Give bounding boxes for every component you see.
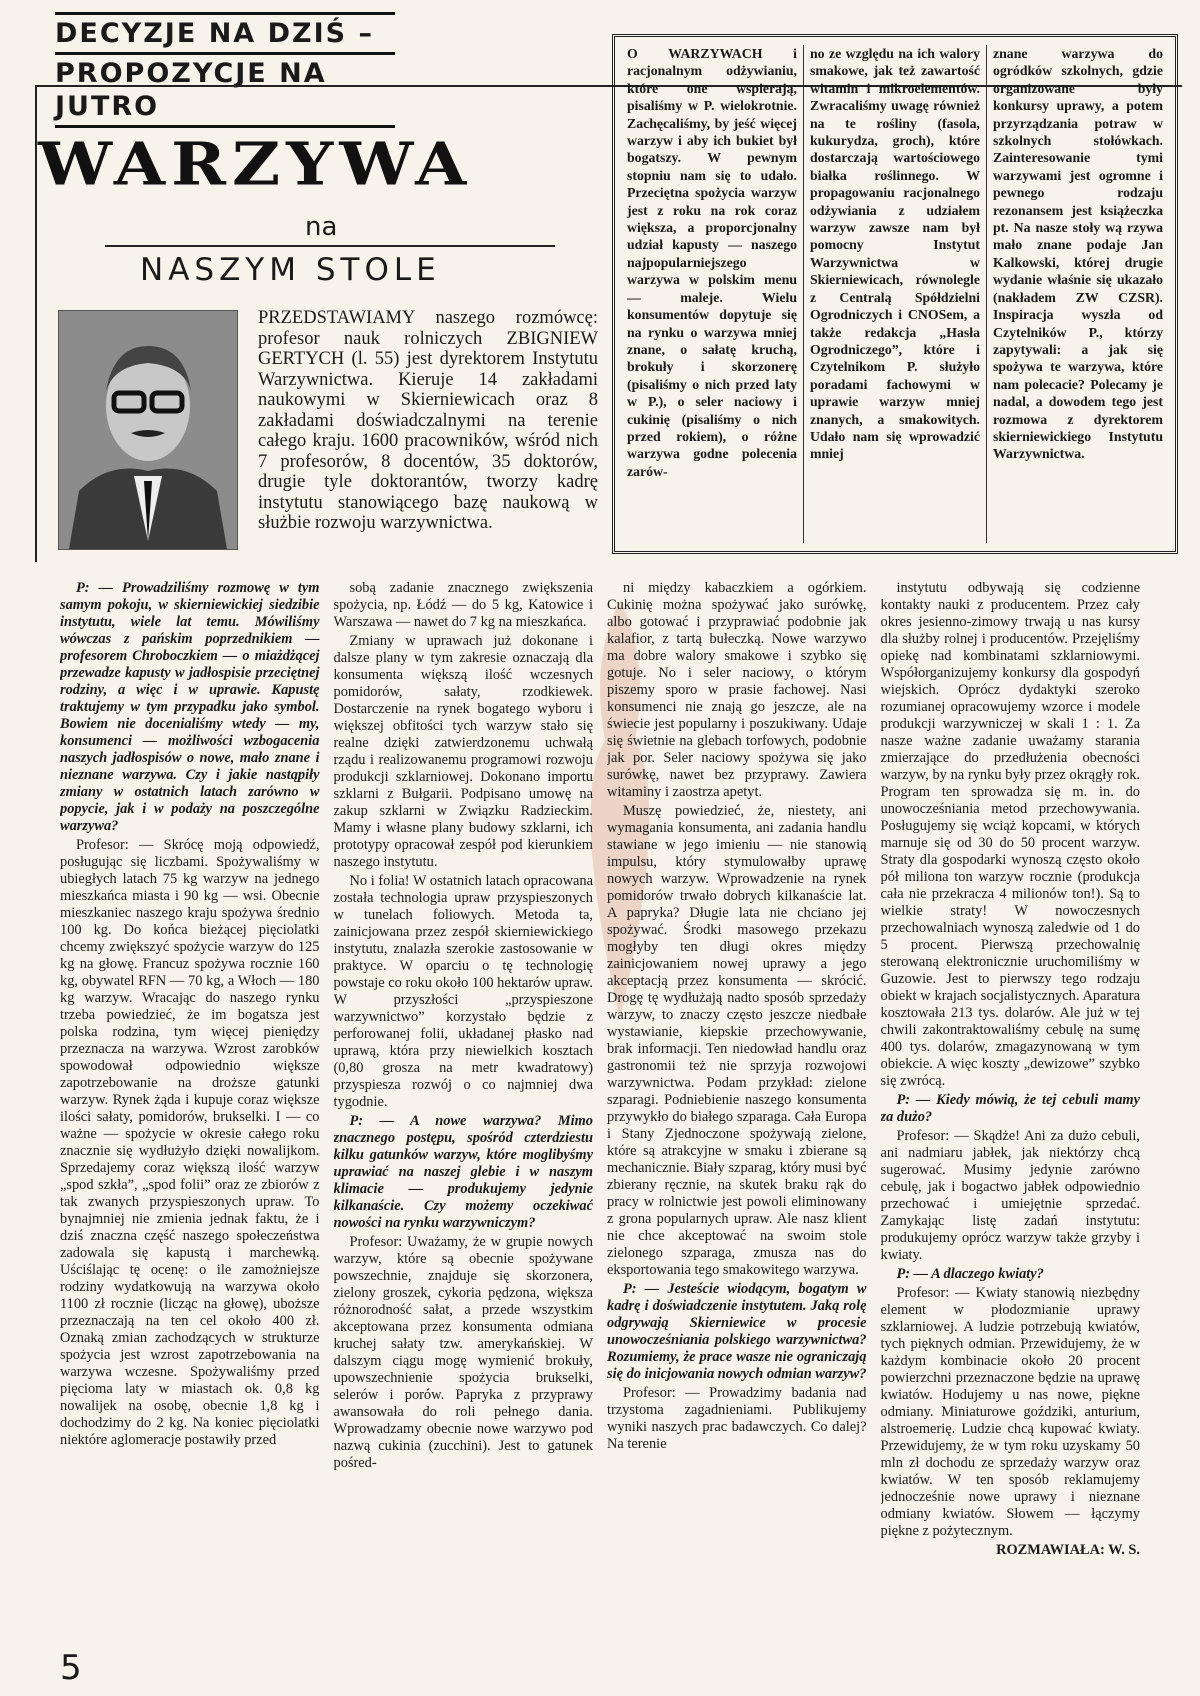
- masthead-title: WARZYWA: [38, 128, 473, 200]
- portrait-photo: [58, 310, 238, 550]
- interviewer-question: P: — Kiedy mówią, że tej cebuli mamy za dużo?: [880, 1092, 1140, 1125]
- masthead-na: na: [305, 212, 338, 242]
- kicker-line-1: DECYZJE NA DZIŚ –: [55, 18, 374, 49]
- text-column: [334, 580, 594, 1620]
- editorial-box-column-1: O WARZYWACH i racjonalnym odżywianiu, które one wspierają, pisaliśmy w P. wielokrotnie. Zachęcaliśmy, by jeść więcej warzyw i aby ich bukiet był bogatszy. W pewnym stopniu nam się to udało. Przeciętna spożycia warzyw jest z roku na rok coraz większa, a proporcjonalny udział kapusty — naszego najpopularniejszego warzywa w polskim menu — maleje. Wielu konsumentów dopytuje się na rynku o warzywa mniej znane, o sałatę kruchą, brokuły i skorzonerę (pisaliśmy o nich przed laty w P.), o seler naciowy i cukinię (pisaliśmy o nich przed rokiem), o różne warzywa godne polecenia zarów-: [621, 45, 804, 543]
- article-paragraph: Muszę powiedzieć, że, niestety, ani wymagania konsumenta, ani zadania handlu stawiane w jego imieniu — nie stanowią impulsu, który stymulowałby uprawę nowych warzyw. Wprowadzenie na rynek pomidorów trwało dobrych kilkanaście lat. A papryka? Długie lata nie chciano jej spożywać. Środki masowego przekazu mogłyby ten długi okres między zainicjowaniem nowej uprawy a jego akceptacją przez konsumenta — skrócić. Drogę tę wydłużają nadto sposób sprzedaży warzyw, to znaczy często jeszcze niedbałe wystawianie, kiepskie przechowywanie, brak informacji. Ten niedowład handlu oraz gastronomii też nie sprzyja rozwojowi warzywnictwa. Podam przykład: zielone szparagi. Podniebienie naszego konsumenta przywykło do białego szparaga. Cała Europa i Stany Zjednoczone spożywają zielone, które są atrakcyjne w smaku i zbierane są mechanicznie. Biały szparag, który musi być zbierany ręcznie, na skutek braku rąk do pracy w rolnictwie jest powoli eliminowany z grona popularnych upraw. Ale nasz klient nie chce akceptować na swoim stole zielonego szparaga, zmusza nas do eksportowania tego smakowitego warzywa.: [607, 803, 867, 1278]
- professor-answer: Profesor: — Prowadzimy badania nad trzystoma zagadnieniami. Publikujemy wyniki naszych prac badawczych. Co dalej? Na terenie: [607, 1385, 867, 1452]
- editorial-box: [612, 34, 1178, 554]
- kicker-rule-top: [55, 12, 395, 15]
- article-paragraph: instytutu odbywają się codzienne kontakty nauki z producentem. Przez cały okres jesienno-zimowy trwają u nas kursy dla służby rolnej i producentów. Przejęliśmy opiekę nad kombinatami szklarniowymi. Współorganizujemy konkursy dla gospodyń wiejskich. Oprócz dydaktyki szeroko rozumianej opracowujemy wzorce i modele produkcji warzywniczej w skali 1 : 1. Za nasze ważne zadanie uważamy starania zmierzające do przedłużenia obecności warzyw, by na rynku były przez okrągły rok. Program ten sprowadza się m. in. do unowocześniania metod przechowywania. Posługujemy się wciąż kopcami, w których marnuje się od 30 do 50 procent warzyw. Straty dla gospodarki wynoszą często około pół miliona ton warzyw rocznie (produkcja cała nie przekracza 4 milionów ton!). Są to wielkie straty! W nowoczesnych przechowalniach wynoszą zaledwie od 1 do 5 procent. Pierwszą przechowalnię sterowaną elektronicznie uruchomiliśmy w Guzowie. Jest to pierwszy tego rodzaju obiekt w krajach socjalistycznych. Aparatura kosztowała 213 tys. dolarów. Ale już w tej chwili zakontraktowaliśmy cebulę na sumę 400 tys. dolarów, zmagazynowaną w tym obiekcie. A więc koszty „dewizowe” szybko się zwrócą.: [880, 580, 1140, 1089]
- professor-answer: Profesor: — Skądże! Ani za dużo cebuli, ani nadmiaru jabłek, jak niektórzy chcą sugerować. Musimy jedynie zarówno cebulę, jak i bogactwo jabłek odpowiednio przechować i umiejętnie sprzedać. Zamykając listę zadań instytutu: produkujemy oprócz warzyw także grzyby i kwiaty.: [880, 1128, 1140, 1263]
- interviewer-question: P: — Prowadziliśmy rozmowę w tym samym pokoju, w skierniewickiej siedzibie instytutu, wiele lat temu. Mówiliśmy wówczas z pańskim poprzednikiem — profesorem Chroboczkiem — o miażdżącej przewadze kapusty w jadłospisie przeciętnej rodziny, a więc i w uprawie. Kapustę traktujemy w tym przypadku jako symbol. Bowiem nie docenialiśmy wtedy — my, konsumenci — możliwości wzbogacenia naszych jadłospisów o nowe, mało znane i nieznane warzywa. Czy i jakie nastąpiły zmiany w ostatnich latach zarówno w popycie, jak i w podaży na poszczególne warzywa?: [60, 580, 320, 834]
- editorial-box-column-2: no ze względu na ich walory smakowe, jak też zawartość witamin i mikroelementów. Zwracaliśmy uwagę również na te rośliny (fasola, kukurydza, groch), które dostarczają wartościowego białka roślinnego. W propagowaniu racjonalnego odżywiania z udziałem warzyw zawsze nam był pomocny Instytut Warzywnictwa w Skierniewicach, równolegle z Centralą Spółdzielni Ogrodniczych i CNOSem, a także redakcja „Hasła Ogrodniczego”, które i Czytelnikom P. służyło poradami fachowymi w uprawie warzyw mniej znanych, a smakowitych. Udało nam się wprowadzić mniej: [804, 45, 987, 543]
- article-paragraph: No i folia! W ostatnich latach opracowana została technologia upraw przyspieszonych w tunelach foliowych. Metoda ta, zainicjowana przez zespół skierniewickiego instytutu, znalazła szerokie zastosowanie w praktyce. W oparciu o tę technologię powstaje co roku około 100 hektarów upraw. W przyszłości „przyspieszone warzywnictwo” korzystało będzie z perforowanej folii, układanej płasko nad uprawą, która przy niewielkich kosztach (0,80 grosza na metr kwadratowy) przyspiesza rozwój o co najmniej dwa tygodnie.: [333, 873, 593, 1110]
- article-paragraph: Zmiany w uprawach już dokonane i dalsze plany w tym zakresie oznaczają dla konsumenta większą ilość wczesnych pomidorów, sałaty, rzodkiewek. Dostarczenie na rynek bogatego wyboru i większej obfitości tych warzyw stało się realne dzięki zatwierdzonemu uchwałą rządu i realizowanemu programowi rozwoju produkcji szklarniowej. Dokonano importu szklarni z Bułgarii. Podpisano umowę na zakup szklarni w Związku Radzieckim. Mamy i własne plany budowy szklarni, ich prototypy opracował zespół pod kierunkiem naszego instytutu.: [333, 633, 593, 870]
- article-paragraph: ni między kabaczkiem a ogórkiem. Cukinię można spożywać jako surówkę, albo gotować i przyprawiać podobnie jak kalafior, z tartą bułeczką. Nowe warzywo ma dobre walory smakowe i szybko się gotuje. No i seler naciowy, o którym piszemy sporo w prasie fachowej. Nasi konsumenci nie znają go jeszcze, ale na świecie jest popularny i poszukiwany. Udaje się świetnie na glebach torfowych, podobnie jak por. Seler naciowy spożywa się jako surówkę, nawet bez przyprawy. Zawiera witaminy i zaostrza apetyt.: [607, 580, 867, 800]
- page-number: 5: [60, 1648, 82, 1688]
- text-column: [881, 580, 1141, 1620]
- professor-answer: Profesor: Uważamy, że w grupie nowych warzyw, które są obecnie spożywane powszechnie, znajduje się skorzonera, zielony groszek, cykoria pędzona, większa różnorodność sałat, a przede wszystkim akceptowana przez konsumenta odmiana kruchej sałaty tzw. amerykańskiej. W dalszym ciągu mogę wymienić brokuły, upowszechnienie spożycia brukselki, selerów i porów. Papryka z przyprawy awansowała do roli pełnego dania. Wprowadzamy obecnie nowe warzywo pod nazwą cukinia (zucchini). Jest to gatunek pośred-: [333, 1234, 593, 1471]
- article-paragraph: sobą zadanie znacznego zwiększenia spożycia, np. Łódź — do 5 kg, Katowice i Warszawa — nawet do 7 kg na mieszkańca.: [333, 580, 593, 630]
- kicker-rule-middle: [55, 52, 395, 55]
- interviewer-question: P: — Jesteście wiodącym, bogatym w kadrę i doświadczenie instytutem. Jaką rolę odgrywają Skierniewice w procesie unowocześniania polskiego warzywnictwa? Rozumiemy, że prace wasze nie ograniczają się do inicjowania nowych odmian warzyw?: [607, 1281, 867, 1382]
- article-masthead: [38, 125, 608, 200]
- editorial-box-column-3: znane warzywa do ogródków szkolnych, gdzie organizowane były konkursy uprawy, a potem przyrządzania potraw w szkolnych stołówkach. Zainteresowanie tymi warzywami jest ogromne i pewnego rodzaju rezonansem jest książeczka pt. Na nasze stoły wą rzywa mało znane podaje Jan Kalkowski, której drugie wydanie właśnie się ukazało (nakładem ZW CZSR). Inspiracja wyszła od Czytelników P., którzy zapytywali: a jak się spożywa te warzywa, które nam polecacie? Polecamy je nadal, a dowodem tego jest rozmowa z dyrektorem skierniewickiego Instytutu Warzywnictwa.: [993, 46, 1163, 462]
- intro-paragraph: PRZEDSTAWIAMY naszego rozmówcę: profesor nauk rolniczych ZBIGNIEW GERTYCH (l. 55) jest dyrektorem Instytutu Warzywnictwa. Kieruje 14 zakładami naukowymi w Skierniewicach oraz 8 zakładami doświadczalnymi na terenie całego kraju. 1600 pracowników, wśród nich 7 profesorów, 8 docentów, 35 doktorów, drugie tyle doktorantów, tworzy kadrę instytutu stanowiącego bazę naukową w służbie rozwoju warzywnictwa.: [258, 308, 598, 533]
- author-credit: ROZMAWIAŁA: W. S.: [996, 1542, 1140, 1558]
- interview-columns: [60, 580, 1140, 1620]
- text-column: [607, 580, 867, 1620]
- interviewer-question: P: — A nowe warzywa? Mimo znacznego postępu, spośród czterdziestu kilku gatunków warzyw, które moglibyśmy uprawiać na naszej glebie i w naszym klimacie — produkujemy jedynie kilkanaście. Czy możemy oczekiwać nowości na rynku warzywniczym?: [333, 1113, 593, 1231]
- masthead-subtitle: NASZYM STOLE: [140, 252, 441, 288]
- portrait-illustration: [59, 311, 237, 549]
- masthead-rule: [105, 245, 555, 247]
- kicker-line-2: PROPOZYCJE NA JUTRO: [55, 58, 327, 122]
- interviewer-question: P: — A dlaczego kwiaty?: [896, 1266, 1044, 1282]
- professor-answer: Profesor: — Skrócę moją odpowiedź, posługując się liczbami. Spożywaliśmy w ubiegłych latach 75 kg warzyw na jednego mieszkańca miasta i 90 kg — wsi. Obecnie mieszkaniec naszego kraju spożywa średnio 100 kg. Do końca bieżącej pięciolatki chcemy zwiększyć spożycie warzyw do 125 kg na głowę. Francuz spożywa rocznie 160 kg, obywatel RFN — 70 kg, a Włoch — 180 kg warzyw. Wracając do naszego rynku trzeba powiedzieć, że im bogatsza jest polska rodzina, tym więcej pieniędzy przeznacza na warzywa. Wzrost zarobków spowodował odpowiednio większe zapotrzebowanie na droższe gatunki warzyw. Rynek żąda i kupuje coraz większe ilości sałaty, pomidorów, brukselki. I — co ważne — spożycie w okresie całego roku znacznie się wydłużyło dzięki nowalijkom. Sprzedajemy coraz większą ilość warzyw „spod szkła”, „spod folii” oraz ze zbiorów z tak zwanych przyspieszonych upraw. To bynajmniej nie zmienia jednak faktu, że i dziś znaczna część naszego społeczeństwa zadowala się kapustą i marchewką. Uściślając tę ocenę: o ile zamożniejsze rodziny wydatkowują na warzywa około 1100 zł rocznie (licząc na głowę), uboższe przeznaczają na ten cel około 400 zł. Oznaką zmian zachodzących w strukturze spożycia jest wzrost zapotrzebowania na warzywa wczesne. Spożywaliśmy przed pięcioma laty w miastach ok. 0,8 kg nowalijek na osobę, obecnie 1,8 kg i dochodzimy do 2 kg. Na koniec pięciolatki niektóre aglomeracje postawiły przed: [60, 837, 320, 1448]
- text-column: [60, 580, 320, 1620]
- professor-answer: Profesor: — Kwiaty stanowią niezbędny element w płodozmianie uprawy szklarniowej. A ludzie potrzebują kwiatów, tych pięknych odmian. Przewidujemy, że w każdym kombinacie około 20 procent powierzchni przeznaczone będzie na uprawę kwiatów. Hodujemy u nas nowe, piękne odmiany. Miniaturowe goździki, anturium, alstroemerię. Ludzie chcą kupować kwiaty. Przewidujemy, że w tym roku uzyskamy 50 mln zł dochodu ze sprzedaży warzyw oraz kwiatów. W ten sposób reklamujemy jednocześnie nowe uprawy i nieznane odmiany kwiatów. Słowem — łączymy piękne z pożytecznym.: [880, 1285, 1140, 1539]
